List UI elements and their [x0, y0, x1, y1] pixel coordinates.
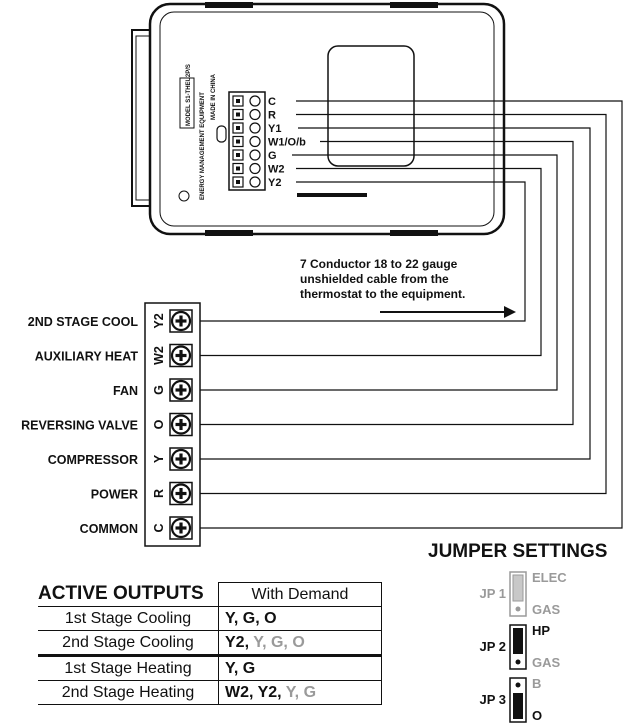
thermostat-terminal-label: R [268, 109, 276, 122]
thermostat-terminal-label: G [268, 150, 277, 162]
active-outputs-header-row [38, 583, 382, 607]
jumper-option-top: HP [532, 623, 551, 638]
jumper-option-bottom: GAS [532, 655, 561, 670]
jumper-shunt [513, 628, 523, 654]
terminal-hole-icon [250, 164, 260, 174]
equipment-function-label: FAN [113, 384, 138, 398]
jumper-pin [516, 660, 521, 665]
terminal-hole-icon [250, 96, 260, 106]
model-id: MODEL S1-THEU2P/S [186, 64, 192, 126]
thermostat-terminal-label: Y1 [268, 123, 282, 135]
equipment-function-label: AUXILIARY HEAT [34, 349, 138, 364]
cable-note-line2: unshielded cable from the [300, 272, 449, 286]
jumper-option-top: ELEC [532, 570, 567, 585]
active-outputs-table [38, 582, 382, 705]
thermostat-terminal-label: W1/O/b [268, 136, 306, 149]
jumper-3 [479, 676, 542, 723]
thermostat-window [328, 46, 414, 166]
thermostat-terminal-label: W2 [268, 163, 285, 176]
terminal-hole-icon [250, 110, 260, 120]
screw-slot-vertical [179, 316, 182, 327]
jumper-pin [516, 683, 521, 688]
model-label: ENERGY MANAGEMENT EQUIPMENT [200, 92, 206, 200]
stage-name: 2nd Stage Cooling [38, 631, 219, 656]
stage-outputs: Y, G, O [219, 607, 382, 631]
thermostat-terminal-label: C [268, 96, 276, 108]
thermostat-terminal-label: Y2 [268, 177, 282, 189]
screw-slot-vertical [179, 385, 182, 396]
equipment-terminal-id: C [152, 523, 166, 533]
stage-outputs: Y, G [219, 656, 382, 681]
thermostat-unit [132, 2, 504, 236]
screw-slot-vertical [179, 350, 182, 361]
screw-slot-vertical [179, 454, 182, 465]
jumper-name: JP 2 [479, 639, 506, 654]
stage-name: 1st Stage Cooling [38, 607, 219, 631]
jumper-option-bottom: GAS [532, 602, 561, 617]
primary-outputs: W2, Y2 [225, 683, 278, 701]
terminal-screw-center [236, 99, 240, 103]
equipment-terminal-id: O [152, 419, 166, 430]
terminal-screw-center [236, 126, 240, 130]
equipment-terminal-id: G [152, 385, 166, 395]
thermostat-clip-top-left [205, 2, 253, 8]
cable-note-line1: 7 Conductor 18 to 22 gauge [300, 257, 458, 271]
equipment-function-label: POWER [90, 487, 138, 502]
jumper-shunt [513, 693, 523, 719]
thermostat-clip-bottom-right [390, 230, 438, 236]
primary-outputs: Y2 [225, 633, 245, 651]
jumpers [479, 570, 567, 723]
jumper-2 [479, 623, 560, 670]
table-row [38, 656, 382, 681]
made-in: MADE IN CHINA [211, 74, 217, 120]
screw-slot-vertical [179, 488, 182, 499]
stage-outputs: W2, Y2, Y, G [219, 681, 382, 705]
secondary-outputs: Y, G [285, 683, 317, 701]
jumper-option-top: B [532, 676, 542, 691]
terminal-hole-icon [250, 177, 260, 187]
jumper-name: JP 1 [479, 586, 506, 601]
terminal-screw-center [236, 180, 240, 184]
table-row [38, 631, 382, 656]
stage-outputs: Y2, Y, G, O [219, 631, 382, 656]
terminal-hole-icon [250, 150, 260, 160]
equipment-function-label: REVERSING VALVE [21, 418, 138, 433]
terminal-screw-center [236, 153, 240, 157]
thermostat-clip-bottom-left [205, 230, 253, 236]
table-row [38, 681, 382, 705]
terminal-screw-center [236, 113, 240, 117]
thermostat-clip-top-right [390, 2, 438, 8]
jumper-pin [516, 607, 521, 612]
cable-note-line3: thermostat to the equipment. [300, 287, 466, 301]
stage-name: 2nd Stage Heating [38, 681, 219, 705]
terminal-screw-center [236, 167, 240, 171]
secondary-outputs: Y, G, O [253, 633, 305, 651]
jumper-name: JP 3 [479, 692, 506, 707]
table-row [38, 607, 382, 631]
jumper-settings-title: JUMPER SETTINGS [428, 541, 608, 562]
equipment-function-label: COMPRESSOR [47, 453, 138, 467]
active-outputs-title: ACTIVE OUTPUTS [38, 583, 204, 605]
equipment-function-label: 2ND STAGE COOL [27, 315, 138, 329]
jumper-option-bottom: O [532, 708, 543, 723]
terminal-screw-center [236, 140, 240, 144]
terminal-hole-icon [250, 123, 260, 133]
terminal-hole-icon [250, 137, 260, 147]
equipment-terminal-id: R [152, 488, 166, 499]
jumper-1 [479, 570, 567, 617]
cable-direction-arrow [380, 306, 516, 318]
equipment-function-label: COMMON [79, 522, 138, 536]
thermostat-slot [297, 193, 367, 197]
equipment-terminal-id: W2 [152, 346, 166, 365]
equipment-terminal-id: Y [152, 454, 166, 464]
stage-name: 1st Stage Heating [38, 656, 219, 681]
equipment-terminal-id: Y2 [152, 313, 166, 329]
screw-slot-vertical [179, 419, 182, 430]
screw-slot-vertical [179, 523, 182, 534]
jumper-shunt [513, 575, 523, 601]
with-demand-header: With Demand [219, 583, 382, 607]
